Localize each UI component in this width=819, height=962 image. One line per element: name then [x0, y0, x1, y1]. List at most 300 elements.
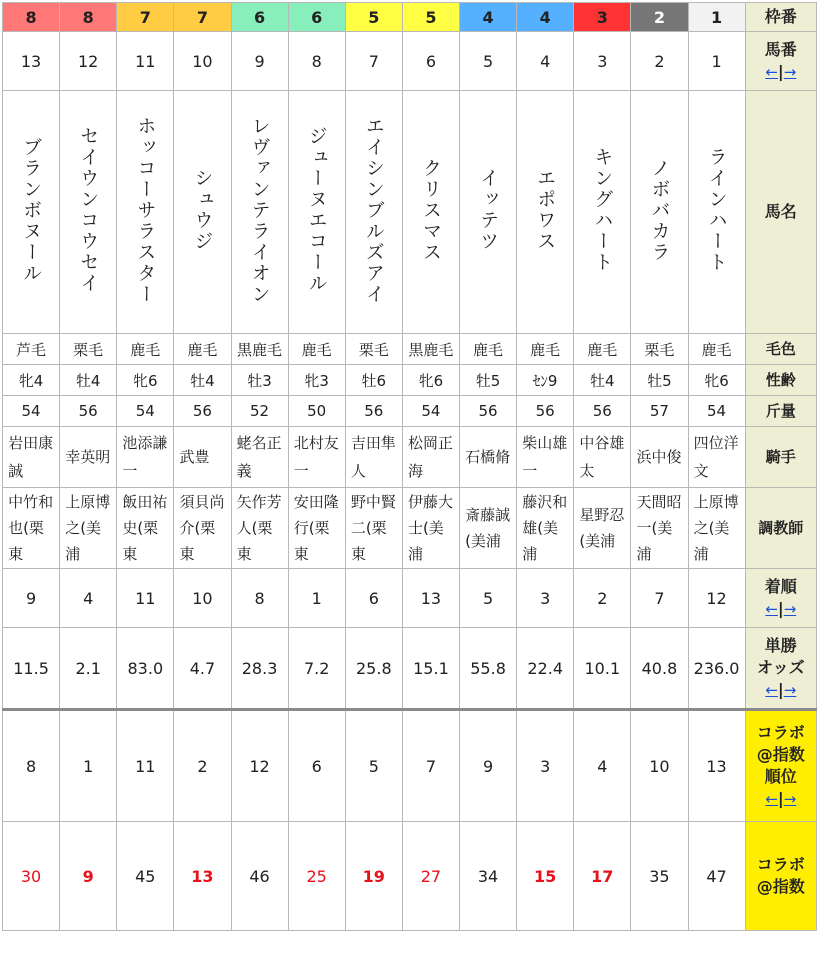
- coat-cell: [60, 334, 117, 365]
- sort-separator: |: [777, 680, 784, 699]
- weight-cell: [574, 396, 631, 427]
- sex-age-cell-text: 牝6: [418, 371, 444, 390]
- name-row: [3, 91, 817, 334]
- trainer-cell: [402, 488, 459, 569]
- weight-cell-text: 56: [478, 402, 498, 420]
- collab-rank-cell-text: 2: [197, 756, 208, 776]
- coat-cell-text: 栗毛: [73, 340, 104, 359]
- umaban-cell: [60, 32, 117, 91]
- collab-index-cell: [688, 822, 745, 931]
- trainer-cell: [288, 488, 345, 569]
- header-collab-rank-line1: コラボ: [756, 723, 805, 742]
- jockey-cell: [174, 427, 231, 488]
- waku-cell-text: 5: [368, 7, 380, 27]
- collab-rank-cell-text: 8: [25, 756, 37, 776]
- sex-age-cell: [231, 365, 288, 396]
- collab-rank-cell-text: 9: [482, 756, 494, 776]
- coat-cell: [402, 334, 459, 365]
- umaban-cell: [460, 32, 517, 91]
- race-table: [2, 2, 817, 931]
- coat-cell: [631, 334, 688, 365]
- trainer-cell-text: 伊藤大士(美浦: [407, 493, 453, 563]
- trainer-cell: [117, 488, 174, 569]
- horse-name-cell: [117, 91, 174, 334]
- odds-cell: [631, 628, 688, 710]
- trainer-cell: [688, 488, 745, 569]
- sex-age-cell-text: 牡3: [247, 371, 272, 390]
- finish-cell-text: 9: [25, 588, 37, 608]
- odds-row: [3, 628, 817, 710]
- coat-cell: [345, 334, 402, 365]
- umaban-cell-text: 11: [135, 51, 156, 71]
- collab-index-cell-text: 13: [191, 866, 214, 886]
- collab-rank-cell-text: 4: [597, 756, 608, 776]
- coat-cell: [688, 334, 745, 365]
- jockey-cell: [460, 427, 517, 488]
- header-umaban: [745, 32, 816, 91]
- sort-left-link[interactable]: ←: [765, 681, 778, 699]
- collab-rank-cell-text: 5: [368, 756, 379, 776]
- header-waku: 枠番: [745, 3, 816, 32]
- jockey-cell-text: 浜中俊: [636, 448, 682, 466]
- waku-cell-text: 8: [25, 7, 37, 27]
- finish-cell-text: 6: [368, 588, 379, 608]
- collab-index-cell: [460, 822, 517, 931]
- collab-index-cell-text: 25: [306, 866, 327, 886]
- jockey-cell-text: 吉田隼人: [350, 434, 396, 480]
- odds-cell-text: 15.1: [413, 658, 449, 678]
- sex-age-cell-text: 牝3: [304, 371, 329, 390]
- umaban-cell-text: 9: [254, 51, 265, 71]
- coat-cell: [174, 334, 231, 365]
- weight-cell-text: 50: [307, 402, 327, 420]
- umaban-cell-text: 4: [540, 51, 551, 71]
- horse-name-cell-text: ラインハート: [705, 147, 728, 273]
- collab-index-cell: [60, 822, 117, 931]
- umaban-cell: [117, 32, 174, 91]
- weight-cell: [231, 396, 288, 427]
- collab-rank-cell-text: 6: [311, 756, 322, 776]
- collab-index-cell-text: 9: [82, 866, 94, 886]
- finish-cell-text: 5: [482, 588, 494, 608]
- collab-rank-cell: [574, 710, 631, 822]
- jockey-cell: [231, 427, 288, 488]
- collab-index-cell-text: 27: [420, 866, 442, 886]
- weight-cell-text: 54: [421, 402, 441, 420]
- waku-cell-text: 1: [710, 7, 723, 27]
- umaban-row: [3, 32, 817, 91]
- sex-age-cell-text: ｾﾝ9: [532, 371, 558, 390]
- trainer-cell-text: 中竹和也(栗東: [8, 493, 54, 563]
- weight-cell: [631, 396, 688, 427]
- collab-index-cell: [345, 822, 402, 931]
- weight-cell: [688, 396, 745, 427]
- coat-cell-text: 鹿毛: [701, 340, 732, 359]
- umaban-cell: [631, 32, 688, 91]
- collab-index-cell: [3, 822, 60, 931]
- sort-right-link[interactable]: →: [783, 600, 797, 618]
- finish-cell: [688, 569, 745, 628]
- jockey-cell-text: 松岡正海: [407, 434, 453, 480]
- coat-cell-text: 栗毛: [644, 340, 675, 359]
- horse-name-cell-text: シュウジ: [191, 168, 214, 252]
- trainer-cell-text: 須貝尚介(栗東: [179, 493, 225, 563]
- horse-name-cell-text: クリスマス: [419, 157, 442, 263]
- coat-cell-text: 黒鹿毛: [237, 340, 283, 359]
- coat-cell-text: 芦毛: [16, 340, 47, 359]
- coat-cell: [288, 334, 345, 365]
- coat-cell-text: 鹿毛: [587, 340, 618, 359]
- sex-age-cell: [174, 365, 231, 396]
- waku-cell-text: 4: [539, 7, 551, 27]
- collab-index-cell: [402, 822, 459, 931]
- weight-cell-text: 56: [78, 402, 98, 420]
- collab-index-row: [3, 822, 817, 931]
- header-finish: [745, 569, 816, 628]
- sort-left-link[interactable]: ←: [765, 63, 778, 81]
- sort-left-link[interactable]: ←: [765, 600, 778, 618]
- trainer-cell: [631, 488, 688, 569]
- umaban-cell: [231, 32, 288, 91]
- odds-cell: [288, 628, 345, 710]
- waku-cell-text: 2: [653, 7, 665, 27]
- umaban-cell: [402, 32, 459, 91]
- umaban-cell-text: 5: [482, 51, 494, 71]
- umaban-cell-text: 3: [597, 51, 608, 71]
- horse-name-cell: [574, 91, 631, 334]
- horse-name-cell-text: ホッコーサラスター: [134, 115, 157, 305]
- sex-age-cell-text: 牡4: [190, 371, 215, 390]
- collab-index-cell-text: 47: [706, 866, 727, 886]
- waku-cell-text: 6: [253, 7, 266, 27]
- header-odds-line2: オッズ: [757, 658, 805, 677]
- jockey-cell: [60, 427, 117, 488]
- finish-cell: [117, 569, 174, 628]
- sex-age-cell-text: 牡5: [475, 371, 501, 390]
- odds-cell: [174, 628, 231, 710]
- jockey-cell: [3, 427, 60, 488]
- collab-index-cell: [574, 822, 631, 931]
- odds-cell-text: 25.8: [356, 658, 392, 678]
- umaban-cell-text: 12: [78, 51, 99, 71]
- horse-name-cell: [517, 91, 574, 334]
- coat-cell-text: 鹿毛: [301, 340, 332, 359]
- sex-age-row: [3, 365, 817, 396]
- waku-cell: [402, 3, 459, 32]
- collab-index-cell-text: 35: [649, 866, 670, 886]
- finish-cell-text: 10: [192, 588, 213, 608]
- collab-rank-cell: [402, 710, 459, 822]
- finish-cell: [460, 569, 517, 628]
- umaban-cell-text: 2: [654, 51, 665, 71]
- header-jockey: 騎手: [745, 427, 816, 488]
- collab-rank-cell-text: 13: [706, 756, 727, 776]
- finish-cell-text: 4: [83, 588, 94, 608]
- waku-cell: [288, 3, 345, 32]
- waku-cell: [517, 3, 574, 32]
- trainer-cell-text: 上原博之(美浦: [693, 493, 739, 563]
- weight-cell: [3, 396, 60, 427]
- sex-age-cell: [402, 365, 459, 396]
- waku-cell-text: 6: [311, 7, 323, 27]
- coat-cell: [517, 334, 574, 365]
- jockey-cell: [402, 427, 459, 488]
- umaban-cell-text: 13: [20, 51, 42, 71]
- weight-cell-text: 56: [192, 402, 212, 420]
- coat-cell: [460, 334, 517, 365]
- weight-cell-text: 54: [21, 402, 41, 420]
- collab-rank-cell-text: 11: [135, 756, 156, 776]
- weight-cell: [517, 396, 574, 427]
- odds-cell-text: 40.8: [641, 658, 678, 678]
- odds-cell: [117, 628, 174, 710]
- collab-index-cell: [231, 822, 288, 931]
- header-odds-line1: 単勝: [764, 636, 797, 655]
- collab-rank-cell: [688, 710, 745, 822]
- header-sex-age: 性齢: [745, 365, 816, 396]
- trainer-cell-text: 野中賢二(栗東: [350, 493, 396, 563]
- collab-rank-cell-text: 1: [83, 756, 94, 776]
- horse-name-cell: [631, 91, 688, 334]
- sort-separator: |: [777, 599, 784, 618]
- waku-cell: [460, 3, 517, 32]
- umaban-cell: [288, 32, 345, 91]
- sort-right-link[interactable]: →: [783, 790, 797, 808]
- trainer-cell: [517, 488, 574, 569]
- coat-cell: [117, 334, 174, 365]
- weight-row: [3, 396, 817, 427]
- jockey-cell-text: 幸英明: [65, 448, 111, 466]
- coat-cell: [3, 334, 60, 365]
- sex-age-cell: [631, 365, 688, 396]
- odds-cell-text: 83.0: [127, 658, 164, 678]
- sex-age-cell-text: 牝6: [704, 371, 729, 390]
- finish-cell-text: 8: [254, 588, 265, 608]
- umaban-cell: [517, 32, 574, 91]
- header-name: 馬名: [745, 91, 816, 334]
- trainer-cell-text: 星野忍(美浦: [579, 506, 625, 550]
- sort-right-link[interactable]: →: [783, 63, 797, 81]
- horse-name-cell: [3, 91, 60, 334]
- waku-cell-text: 7: [139, 7, 151, 27]
- sex-age-cell: [574, 365, 631, 396]
- horse-name-cell: [345, 91, 402, 334]
- waku-cell: [117, 3, 174, 32]
- umaban-cell-text: 7: [368, 51, 379, 71]
- horse-name-cell: [688, 91, 745, 334]
- finish-cell-text: 7: [654, 588, 665, 608]
- odds-cell-text: 2.1: [75, 658, 101, 678]
- trainer-row: [3, 488, 817, 569]
- horse-name-cell-text: ノボバカラ: [648, 157, 671, 263]
- umaban-cell-text: 10: [192, 51, 213, 71]
- jockey-cell-text: 四位洋文: [693, 434, 739, 480]
- trainer-cell: [460, 488, 517, 569]
- collab-rank-cell: [3, 710, 60, 822]
- umaban-cell-text: 1: [711, 51, 722, 71]
- horse-name-cell-text: イッテツ: [477, 168, 500, 252]
- sex-age-cell: [688, 365, 745, 396]
- odds-cell: [460, 628, 517, 710]
- trainer-cell: [60, 488, 117, 569]
- weight-cell: [174, 396, 231, 427]
- finish-row: [3, 569, 817, 628]
- finish-cell-text: 3: [540, 588, 551, 608]
- collab-rank-cell: [631, 710, 688, 822]
- waku-cell-text: 3: [596, 7, 608, 27]
- finish-cell-text: 12: [706, 588, 727, 608]
- sex-age-cell-text: 牝4: [18, 371, 44, 390]
- weight-cell: [288, 396, 345, 427]
- odds-cell-text: 10.1: [584, 658, 621, 678]
- horse-name-cell: [288, 91, 345, 334]
- waku-cell: [345, 3, 402, 32]
- odds-cell-text: 4.7: [189, 658, 216, 678]
- jockey-cell: [288, 427, 345, 488]
- weight-cell-text: 54: [135, 402, 155, 420]
- horse-name-cell: [174, 91, 231, 334]
- collab-rank-row: [3, 710, 817, 822]
- jockey-cell: [117, 427, 174, 488]
- collab-rank-cell: [345, 710, 402, 822]
- jockey-cell: [574, 427, 631, 488]
- trainer-cell-text: 飯田祐史(栗東: [122, 493, 168, 563]
- horse-name-cell: [402, 91, 459, 334]
- umaban-cell-text: 8: [311, 51, 322, 71]
- jockey-row: [3, 427, 817, 488]
- weight-cell-text: 54: [707, 402, 727, 420]
- trainer-cell: [574, 488, 631, 569]
- weight-cell: [117, 396, 174, 427]
- sex-age-cell-text: 牡5: [647, 371, 672, 390]
- jockey-cell: [688, 427, 745, 488]
- finish-cell: [3, 569, 60, 628]
- sex-age-cell: [460, 365, 517, 396]
- collab-index-cell-text: 30: [20, 866, 42, 886]
- waku-cell: [688, 3, 745, 32]
- horse-name-cell-text: レヴァンテライオン: [248, 115, 271, 305]
- sort-right-link[interactable]: →: [783, 681, 797, 699]
- weight-cell: [60, 396, 117, 427]
- collab-index-cell-text: 45: [135, 866, 156, 886]
- odds-cell: [517, 628, 574, 710]
- collab-rank-cell: [174, 710, 231, 822]
- finish-cell: [517, 569, 574, 628]
- odds-cell: [402, 628, 459, 710]
- coat-cell-text: 栗毛: [358, 340, 389, 359]
- header-odds: [745, 628, 816, 710]
- header-collab-index-line1: コラボ: [756, 855, 805, 874]
- finish-cell: [60, 569, 117, 628]
- header-coat: 毛色: [745, 334, 816, 365]
- odds-cell-text: 11.5: [13, 658, 49, 678]
- collab-rank-cell: [288, 710, 345, 822]
- coat-cell-text: 黒鹿毛: [408, 340, 454, 359]
- finish-cell: [345, 569, 402, 628]
- sex-age-cell-text: 牡6: [361, 371, 387, 390]
- weight-cell: [460, 396, 517, 427]
- header-trainer: 調教師: [745, 488, 816, 569]
- jockey-cell: [345, 427, 402, 488]
- horse-name-cell: [231, 91, 288, 334]
- collab-rank-cell-text: 12: [249, 756, 270, 776]
- umaban-cell: [574, 32, 631, 91]
- horse-name-cell-text: ブランボヌール: [20, 136, 43, 284]
- trainer-cell-text: 斎藤誠(美浦: [465, 506, 511, 550]
- collab-index-cell-text: 46: [249, 866, 270, 886]
- waku-cell-text: 8: [82, 7, 94, 27]
- waku-cell: [174, 3, 231, 32]
- trainer-cell-text: 安田隆行(栗東: [293, 493, 339, 563]
- odds-cell: [231, 628, 288, 710]
- header-finish-label: 着順: [764, 577, 797, 596]
- trainer-cell: [3, 488, 60, 569]
- horse-name-cell-text: セイウンコウセイ: [77, 126, 100, 294]
- header-collab-index: [745, 822, 816, 931]
- odds-cell-text: 55.8: [470, 658, 506, 678]
- waku-cell-text: 4: [482, 7, 494, 27]
- odds-cell: [3, 628, 60, 710]
- collab-rank-cell-text: 10: [649, 756, 670, 776]
- odds-cell: [345, 628, 402, 710]
- coat-cell: [231, 334, 288, 365]
- trainer-cell: [345, 488, 402, 569]
- weight-cell-text: 56: [364, 402, 384, 420]
- horse-name-cell: [460, 91, 517, 334]
- header-umaban-label: 馬番: [764, 40, 797, 59]
- collab-index-cell-text: 15: [534, 866, 557, 886]
- waku-cell: [231, 3, 288, 32]
- horse-name-cell-text: ジューヌエコール: [305, 126, 328, 294]
- coat-cell-text: 鹿毛: [530, 340, 561, 359]
- waku-cell: [631, 3, 688, 32]
- waku-cell: [574, 3, 631, 32]
- jockey-cell: [631, 427, 688, 488]
- sex-age-cell-text: 牡4: [75, 371, 101, 390]
- jockey-cell-text: 岩田康誠: [8, 434, 54, 480]
- jockey-cell: [517, 427, 574, 488]
- weight-cell: [345, 396, 402, 427]
- umaban-cell: [174, 32, 231, 91]
- coat-cell-text: 鹿毛: [187, 340, 218, 359]
- collab-rank-cell: [60, 710, 117, 822]
- header-collab-index-line2: @指数: [756, 877, 805, 896]
- waku-cell: [3, 3, 60, 32]
- weight-cell-text: 56: [592, 402, 612, 420]
- collab-rank-cell-text: 7: [425, 756, 437, 776]
- umaban-cell: [3, 32, 60, 91]
- odds-cell: [688, 628, 745, 710]
- odds-cell-text: 236.0: [693, 658, 740, 678]
- collab-rank-cell-text: 3: [540, 756, 551, 776]
- finish-cell: [231, 569, 288, 628]
- jockey-cell-text: 蛯名正義: [236, 434, 282, 480]
- horse-name-cell-text: キングハート: [591, 147, 614, 273]
- jockey-cell-text: 北村友一: [293, 434, 339, 480]
- weight-cell: [402, 396, 459, 427]
- sort-left-link[interactable]: ←: [765, 790, 778, 808]
- odds-cell-text: 22.4: [527, 658, 563, 678]
- collab-rank-cell: [117, 710, 174, 822]
- header-collab-rank-line2: @指数: [756, 745, 805, 764]
- trainer-cell: [174, 488, 231, 569]
- umaban-cell: [688, 32, 745, 91]
- finish-cell: [402, 569, 459, 628]
- trainer-cell-text: 矢作芳人(栗東: [236, 493, 282, 563]
- trainer-cell-text: 藤沢和雄(美浦: [522, 493, 568, 563]
- collab-rank-cell: [517, 710, 574, 822]
- weight-cell-text: 57: [649, 402, 669, 420]
